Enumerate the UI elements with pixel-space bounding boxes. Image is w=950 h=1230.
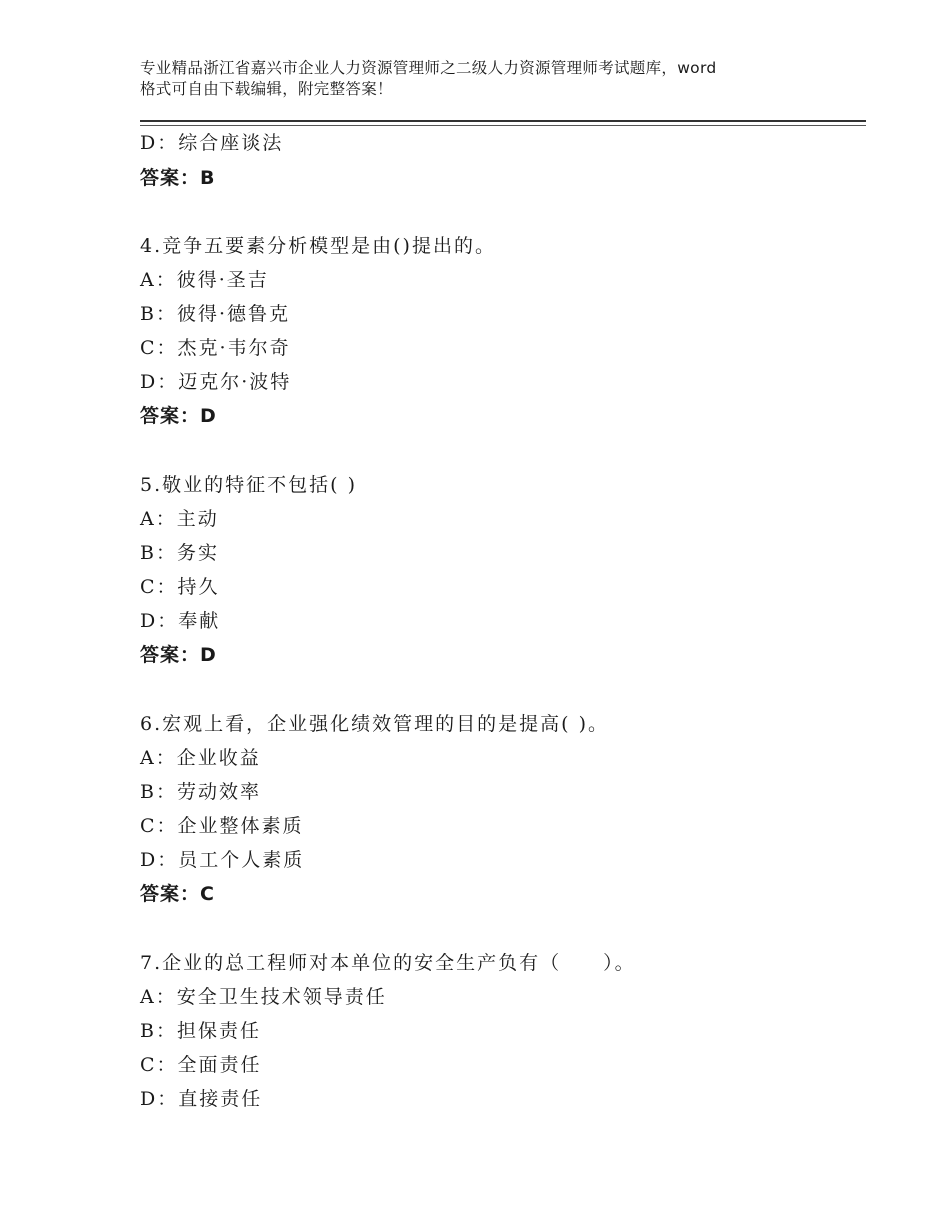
q4-option-b: B：彼得·德鲁克: [140, 303, 291, 325]
q3-answer: 答案：B: [140, 167, 216, 189]
q5-option-b: B：务实: [140, 542, 219, 564]
header-divider-thick: [140, 120, 866, 122]
q6-option-b: B：劳动效率: [140, 781, 261, 803]
q7-option-d: D：直接责任: [140, 1088, 263, 1110]
header-title-line-2: 格式可自由下载编辑，附完整答案！: [140, 80, 393, 98]
header-title-line-1: 专业精品浙江省嘉兴市企业人力资源管理师之二级人力资源管理师考试题库，word: [140, 59, 717, 77]
q7-stem: 7.企业的总工程师对本单位的安全生产负有（ ）。: [140, 952, 636, 974]
q5-option-a: A：主动: [140, 508, 219, 530]
q4-stem: 4.竞争五要素分析模型是由()提出的。: [140, 235, 496, 257]
q3-option-d: D：综合座谈法: [140, 132, 284, 154]
q6-stem: 6.宏观上看，企业强化绩效管理的目的是提高( )。: [140, 713, 609, 735]
q4-option-a: A：彼得·圣吉: [140, 269, 269, 291]
q4-option-d: D：迈克尔·波特: [140, 371, 292, 393]
q6-option-a: A：企业收益: [140, 747, 261, 769]
q6-option-d: D：员工个人素质: [140, 849, 305, 871]
q4-option-c: C：杰克·韦尔奇: [140, 337, 291, 359]
q7-option-b: B：担保责任: [140, 1020, 261, 1042]
q5-option-d: D：奉献: [140, 610, 221, 632]
q5-stem: 5.敬业的特征不包括( ): [140, 474, 357, 496]
q5-answer: 答案：D: [140, 644, 217, 666]
q6-option-c: C：企业整体素质: [140, 815, 304, 837]
q6-answer: 答案：C: [140, 883, 215, 905]
q7-option-a: A：安全卫生技术领导责任: [140, 986, 387, 1008]
q7-option-c: C：全面责任: [140, 1054, 262, 1076]
header-divider-thin: [140, 125, 866, 126]
q5-option-c: C：持久: [140, 576, 220, 598]
document-header: [140, 58, 840, 100]
q4-answer: 答案：D: [140, 405, 217, 427]
